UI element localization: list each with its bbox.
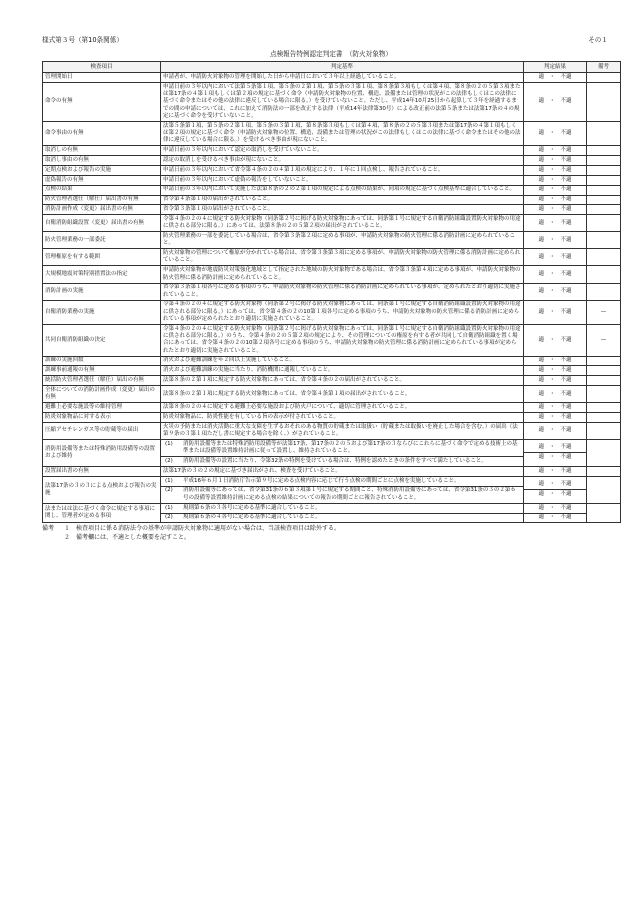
criteria-cell: 令第４条の２の４に規定する防火対象物（同条第２号に掲げる防火対象物にあっては、同条第１号に規定する自衛消防組織設置防火対象物の用途に供される部分に限る。）にあっては、省令第４条の２の10第１項各号に定める事項のうち、申請防火対象物の防火管理に係る消防計画に定められている事項が定められたとおり適切に実施されていること。 xyxy=(161,300,524,324)
judgment-result[interactable]: 適 ・ 不適 xyxy=(538,514,572,521)
inspection-item: 防火管理業務の一部委託 xyxy=(43,232,161,249)
criteria-cell: 令第４条の２の４に規定する防火対象物（同条第２号に掲げる防火対象物にあっては、同条第１号に規定する自衛消防組織設置防火対象物の用途に供される部分に限る。）のうち、令第４条の２の５第２項の規定により、その管理についての権原を有する者が共同して自衛消防組織を置く場合にあっては、省令第４条の２の10第２項各号に定める事項のうち、申請防火対象物の防火管理に係る消防計画に定められている事項が定められたとおり適切に実施されていること。 xyxy=(161,325,524,357)
table-row xyxy=(43,146,621,156)
table-row xyxy=(43,503,621,523)
criteria-cell: 防火対象物の管理について権原が分かれている場合は、省令第３条第３項に定める事項が、申請防火対象物の防火管理に係る消防計画に定められていること。 xyxy=(161,249,524,266)
table-row xyxy=(43,356,621,366)
col-header-criteria: 判定基準 xyxy=(161,62,524,73)
table-row xyxy=(43,476,621,503)
inspection-item: 法またはは法に基づく命令に規定する事項に関し、管理者が定める事項 xyxy=(43,503,161,523)
judgment-result[interactable]: 適 ・ 不適 xyxy=(524,165,587,175)
criteria-cell: 法第17条の３の２の規定に基づき届出がされ、検査を受けていること。 xyxy=(161,466,524,476)
criteria-cell: 消火および避難訓練を年２回以上実施していること。 xyxy=(161,356,524,366)
judgment-result[interactable]: 適 ・ 不適 xyxy=(524,195,587,205)
remarks-cell[interactable] xyxy=(587,266,621,283)
judgment-result[interactable]: 適 ・ 不適 xyxy=(524,403,587,413)
table-row xyxy=(43,185,621,195)
judgment-result[interactable]: 適 ・ 不適 xyxy=(524,422,587,439)
remarks-cell[interactable] xyxy=(587,403,621,413)
remarks-cell[interactable] xyxy=(587,356,621,366)
table-row xyxy=(43,386,621,403)
criteria-cell xyxy=(161,440,524,467)
inspection-item: 全体についての消防計画作成（変更）届出の有無 xyxy=(43,386,161,403)
remarks-cell[interactable]: — xyxy=(587,325,621,357)
inspection-item: 虚偽報告の有無 xyxy=(43,175,161,185)
remarks-cell[interactable] xyxy=(587,232,621,249)
remarks-cell[interactable] xyxy=(587,249,621,266)
inspection-item: 消防用設備等または特殊消防用設備等の設置および維持 xyxy=(43,440,161,467)
inspection-item: 命令事由の有無 xyxy=(43,121,161,145)
table-row xyxy=(43,195,621,205)
table-header-row xyxy=(43,62,621,73)
subitem-text: 消防用設備等の設置に当たり、令第32条の特例を受けている場合は、特例を認めたときの条件をすべて満たしていること。 xyxy=(183,457,487,464)
criteria-cell: 省令第３条第１項各号に定める事項のうち、申請防火対象物の防火管理に係る消防計画に定められている事項が、定められたとおり適切に実施されていること。 xyxy=(161,283,524,300)
criteria-cell: 火災の予防または消火活動に重大な支障を生ずるおそれのある物質の貯蔵または取扱い（貯蔵または取扱いを廃止した場合を含む。）の届出（法第９条の３第１項ただし書に規定する場合を除く。）がされていること。 xyxy=(161,422,524,439)
notes-section xyxy=(42,525,620,542)
table-row xyxy=(43,422,621,439)
inspection-item: 消防計画の実施 xyxy=(43,283,161,300)
judgment-result[interactable]: 適 ・ 不適 xyxy=(524,156,587,166)
remarks-cell[interactable] xyxy=(587,73,621,83)
criteria-cell xyxy=(161,476,524,503)
criteria-subitem xyxy=(161,457,523,466)
criteria-subitem xyxy=(161,487,523,503)
judgment-result[interactable]: 適 ・ 不適 xyxy=(524,205,587,215)
inspection-item: 訓練の実施回数 xyxy=(43,356,161,366)
judgment-result[interactable]: 適 ・ 不適 xyxy=(538,454,572,461)
inspection-item: 自衛消防組織設置（変更）届出書の有無 xyxy=(43,215,161,232)
criteria-cell: 申請者が、申請防火対象物の管理を開始した日から申請日において３年以上経過していること。 xyxy=(161,73,524,83)
result-cell xyxy=(524,476,587,503)
inspection-item: 管理開始日 xyxy=(43,73,161,83)
remarks-cell[interactable] xyxy=(587,83,621,122)
judgment-result[interactable]: 適 ・ 不適 xyxy=(524,83,587,122)
form-label: 様式第３号（第10条関係） xyxy=(42,36,123,44)
criteria-cell: 申請日前の３年以内において省令第４条の２の４第１項の規定により、１年に１回点検し、報告されていること。 xyxy=(161,165,524,175)
criteria-cell: 法第５条第１項、第５条の２第１項、第５条の３第１項、第８条第３項もしくは第４項、第８条の２の５第３項または第17条の４第１項もしくは第２項の規定に基づく命令（申請防火対象物の位置、構造、設備または管理の状況がこの法律もしくはこの法律に基づく命令またはその他の法律に違反している場合に限る。）を受けるべき事由が現にないこと。 xyxy=(161,121,524,145)
form-header xyxy=(42,34,620,46)
col-header-result: 判定結果 xyxy=(524,62,587,73)
inspection-item: 避難上必要な施設等の維持管理 xyxy=(43,403,161,413)
note-number: ２ xyxy=(64,534,71,542)
remarks-cell[interactable] xyxy=(587,366,621,376)
criteria-cell: 申請日前の３年以内において認定の取消しを受けていないこと。 xyxy=(161,146,524,156)
judgment-result[interactable]: 適 ・ 不適 xyxy=(524,356,587,366)
judgment-result[interactable]: 適 ・ 不適 xyxy=(524,376,587,386)
table-row xyxy=(43,73,621,83)
page-label: その１ xyxy=(588,36,608,44)
note-row xyxy=(42,525,620,534)
remarks-cell[interactable] xyxy=(587,376,621,386)
subitem-text: 平成16年６月１日消防庁告示第９号に定める点検内容に応じて行う点検の期間ごとに点検を実施していること。 xyxy=(183,477,460,484)
inspection-item: 訓練事前通報の有無 xyxy=(43,366,161,376)
table-row xyxy=(43,300,621,324)
criteria-subitem xyxy=(161,440,523,457)
table-row xyxy=(43,325,621,357)
inspection-item: 法第17条の３の３による点検および報告の実施 xyxy=(43,476,161,503)
table-row xyxy=(43,156,621,166)
subitem-number: (2) xyxy=(165,487,173,494)
criteria-cell: 認定の取消しを受けるべき事由が現にないこと。 xyxy=(161,156,524,166)
remarks-cell[interactable] xyxy=(587,440,621,467)
remarks-cell[interactable] xyxy=(587,413,621,423)
note-text: 検査項目に係る消防法令の基準が申請防火対象物に適用がない場合は、当該検査項目は除外する。 xyxy=(76,525,341,533)
inspection-item: 取消し事由の有無 xyxy=(43,156,161,166)
judgment-table xyxy=(42,61,621,523)
table-row xyxy=(43,466,621,476)
note-text: 備考欄には、不適とした概要を記すこと。 xyxy=(76,534,191,542)
criteria-subitem xyxy=(161,477,523,487)
judgment-result[interactable]: 適 ・ 不適 xyxy=(524,466,587,476)
subitem-text: 消防用設備等または特殊消防用設備等が法第17条、第17条の２の５および第17条の３ならびにこれらに基づく命令で定める技術上の基準または設備等設置維持計画に従って設置し、維持されていること。 xyxy=(183,440,518,455)
judgment-result[interactable]: 適 ・ 不適 xyxy=(524,185,587,195)
criteria-cell: 省令第４条第１項の届出がされていること。 xyxy=(161,195,524,205)
table-row xyxy=(43,283,621,300)
inspection-item: 管理権原を有する範囲 xyxy=(43,249,161,266)
form-page xyxy=(42,34,620,543)
criteria-cell: 申請日前の３年以内において実施した法第８条の２の２第１項の規定による点検の結果が、同項の規定に基づく点検基準に適合していること。 xyxy=(161,185,524,195)
table-row xyxy=(43,215,621,232)
subitem-number: (1) xyxy=(165,477,173,484)
judgment-result[interactable]: 適 ・ 不適 xyxy=(524,366,587,376)
judgment-result[interactable]: 適 ・ 不適 xyxy=(524,146,587,156)
remarks-cell[interactable] xyxy=(587,195,621,205)
criteria-cell: 法第８条の２第１項に規定する防火対象物にあっては、省令第４条の２の届出がされていること。 xyxy=(161,376,524,386)
judgment-result[interactable]: 適 ・ 不適 xyxy=(524,232,587,249)
criteria-subitem xyxy=(161,504,523,514)
result-cell xyxy=(524,503,587,523)
judgment-result[interactable]: 適 ・ 不適 xyxy=(524,121,587,145)
criteria-cell: 防火管理業務の一部を委託している場合は、省令第３条第２項に定める事項が、申請防火対象物の防火管理に係る消防計画に定められていること。 xyxy=(161,232,524,249)
criteria-cell: 法第８条の２の４に規定する避難上必要な施設および防火戸について、適切に管理されていること。 xyxy=(161,403,524,413)
table-row xyxy=(43,232,621,249)
inspection-item: 設置届出書の有無 xyxy=(43,466,161,476)
table-row xyxy=(43,175,621,185)
subitem-number: (1) xyxy=(165,504,173,511)
criteria-cell: 防炎対象物品に、防炎性能を有している旨の表示が付されていること。 xyxy=(161,413,524,423)
notes-label: 備考 xyxy=(42,525,55,533)
form-title: 点検報告特例認定判定書 （防火対象物） xyxy=(270,50,392,58)
inspection-item: 防火管理者選任（解任）届出書の有無 xyxy=(43,195,161,205)
remarks-cell[interactable] xyxy=(587,386,621,403)
criteria-subitem xyxy=(161,514,523,523)
table-row xyxy=(43,249,621,266)
criteria-cell: 申請日前の３年以内において法第５条第１項、第５条の２第１項、第５条の３第１項、第８条第３項もしくは第４項、第８条の２の５第３項または第17条の４第１項もしくは第２項の規定に基づく命令（申請防火対象物の位置、構造、設備または管理の状況がこの法律もしくはこの法律に基づく命令またはその他の法律に違反している場合に限る。）を受けていないこと。ただし、平成14年10月25日から起算して３年を経過するまでの間の申請については、これに加えて消防法の一部を改正する法律（平成14年法律第30号）による改正前の法第５条または法第17条の４の規定に基づく命令を受けていないこと。 xyxy=(161,83,524,122)
table-row xyxy=(43,403,621,413)
remarks-cell[interactable] xyxy=(587,121,621,145)
table-row xyxy=(43,266,621,283)
remarks-cell[interactable] xyxy=(587,175,621,185)
remarks-cell[interactable] xyxy=(587,283,621,300)
criteria-cell: 省令第３条第１項の届出がされていること。 xyxy=(161,205,524,215)
inspection-item: 圧縮アセチレンガス等の貯蔵等の届出 xyxy=(43,422,161,439)
remarks-cell[interactable] xyxy=(587,156,621,166)
judgment-result[interactable]: 適 ・ 不適 xyxy=(524,283,587,300)
table-row xyxy=(43,165,621,175)
inspection-item: 統括防火管理者選任（解任）届出の有無 xyxy=(43,376,161,386)
subitem-text: 規則第６条の３各号に定める基準に適合していること。 xyxy=(183,504,321,511)
remarks-cell[interactable] xyxy=(587,503,621,523)
judgment-result[interactable]: 適 ・ 不適 xyxy=(524,300,587,324)
col-header-item: 検査項目 xyxy=(43,62,161,73)
inspection-item: 大規模地震対策特別措置法の指定 xyxy=(43,266,161,283)
table-row xyxy=(43,83,621,122)
subitem-number: (2) xyxy=(165,457,173,464)
note-number: １ xyxy=(64,525,71,533)
inspection-item: 点検の結果 xyxy=(43,185,161,195)
criteria-cell: 令第４条の２の４に規定する防火対象物（同条第２号に掲げる防火対象物にあっては、同条第１号に規定する自衛消防組織設置防火対象物の用途に供される部分に限る。）にあっては、法第８条の２の５第２項の届出がされていること。 xyxy=(161,215,524,232)
table-row xyxy=(43,376,621,386)
note-row xyxy=(42,534,620,543)
col-header-remarks: 備考 xyxy=(587,62,621,73)
table-row xyxy=(43,205,621,215)
judgment-result[interactable]: 適 ・ 不適 xyxy=(524,413,587,423)
inspection-item: 定期点検および報告の実施 xyxy=(43,165,161,175)
remarks-cell[interactable] xyxy=(587,165,621,175)
judgment-result[interactable]: 適 ・ 不適 xyxy=(524,325,587,357)
subitem-number: (1) xyxy=(165,440,173,447)
judgment-result[interactable]: 適 ・ 不適 xyxy=(538,491,572,498)
inspection-item: 防炎対象物品に対する表示 xyxy=(43,413,161,423)
table-body xyxy=(43,73,621,523)
table-row xyxy=(43,413,621,423)
remarks-cell[interactable] xyxy=(587,185,621,195)
judgment-result[interactable]: 適 ・ 不適 xyxy=(524,249,587,266)
criteria-cell: 法第８条の２第１項に規定する防火対象物にあっては、省令第４条第１項の届出がされていること。 xyxy=(161,386,524,403)
inspection-item: 自衛消防業務の実施 xyxy=(43,300,161,324)
subitem-number: (2) xyxy=(165,514,173,521)
judgment-result[interactable]: 適 ・ 不適 xyxy=(524,266,587,283)
remarks-cell[interactable] xyxy=(587,476,621,503)
table-row xyxy=(43,121,621,145)
judgment-result[interactable]: 適 ・ 不適 xyxy=(524,215,587,232)
inspection-item: 取消しの有無 xyxy=(43,146,161,156)
inspection-item: 共同自衛消防組織の決定 xyxy=(43,325,161,357)
judgment-result[interactable]: 適 ・ 不適 xyxy=(524,175,587,185)
remarks-cell[interactable] xyxy=(587,205,621,215)
remarks-cell[interactable]: — xyxy=(587,300,621,324)
judgment-result[interactable]: 適 ・ 不適 xyxy=(524,480,586,490)
judgment-result[interactable]: 適 ・ 不適 xyxy=(524,386,587,403)
inspection-item: 命令の有無 xyxy=(43,83,161,122)
criteria-cell: 申請防火対象物が地震防災対策強化地域として指定された地域の防火対象物である場合は、省令第３条第４項に定める事項が、申請防火対象物の防火管理に係る消防計画に定められていること。 xyxy=(161,266,524,283)
judgment-result[interactable]: 適 ・ 不適 xyxy=(524,504,586,514)
judgment-result[interactable]: 適 ・ 不適 xyxy=(524,444,586,454)
table-row xyxy=(43,366,621,376)
subitem-text: 規則第６条の４各号に定める基準に適合していること。 xyxy=(183,514,321,521)
inspection-item: 消防計画作成（変更）届出書の有無 xyxy=(43,205,161,215)
remarks-cell[interactable] xyxy=(587,466,621,476)
table-row xyxy=(43,440,621,467)
criteria-cell: 申請日前の３年以内において虚偽の報告をしていないこと。 xyxy=(161,175,524,185)
subitem-text: 消防用設備等にあっては、省令第31条の６第３項第１号に規定する期間ごと、特殊消防用設備等にあっては、省令第31条の３の２第６号の設備等設置維持計画に定める点検の結果についての報告の期間ごとに報告されていること。 xyxy=(183,487,516,501)
remarks-cell[interactable] xyxy=(587,146,621,156)
remarks-cell[interactable] xyxy=(587,215,621,232)
criteria-cell xyxy=(161,503,524,523)
criteria-cell: 消火および避難訓練の実施に当たり、消防機関に通報していること。 xyxy=(161,366,524,376)
result-cell xyxy=(524,440,587,467)
judgment-result[interactable]: 適 ・ 不適 xyxy=(524,73,587,83)
remarks-cell[interactable] xyxy=(587,422,621,439)
